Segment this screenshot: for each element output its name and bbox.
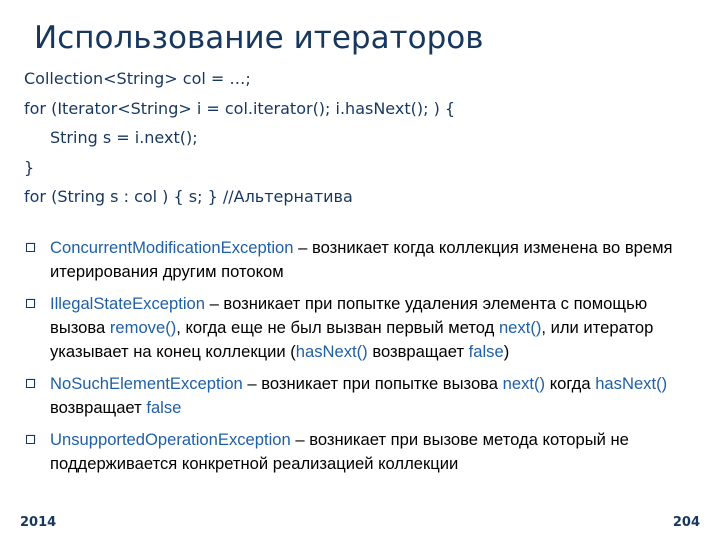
description-text: – возникает при вызове метода который не поддерживается конкретной реализацией коллекции (50, 430, 629, 473)
description-text: – возникает при попытке удаления элемента с помощью вызова (50, 294, 648, 337)
page-number: 204 (672, 515, 700, 530)
bullet-square-icon (26, 378, 36, 388)
description-text: возвращает (50, 398, 147, 417)
slide-title: Использование итераторов (34, 20, 484, 56)
keyword-text: remove() (109, 318, 177, 337)
bullet-item (26, 236, 696, 284)
keyword-text: next() (498, 318, 542, 337)
code-line: Collection<String> col = …; (24, 69, 251, 88)
keyword-text: next() (502, 374, 546, 393)
bullet-item (26, 292, 696, 364)
footer-year: 2014 (20, 515, 57, 530)
keyword-text: IllegalStateException (50, 294, 205, 313)
keyword-text: UnsupportedOperationException (50, 430, 291, 449)
description-text: возвращает (367, 342, 469, 361)
bullet-square-icon (26, 298, 36, 308)
exception-list (26, 236, 696, 484)
keyword-text: hasNext() (295, 342, 368, 361)
description-text: , когда еще не был вызван первый метод (176, 318, 499, 337)
bullet-square-icon (26, 242, 36, 252)
keyword-text: hasNext() (595, 374, 668, 393)
bullet-item (26, 428, 696, 476)
description-text: , или итератор указывает на конец коллекции ( (50, 318, 654, 361)
description-text: когда (545, 374, 596, 393)
code-line: for (String s : col ) { s; } //Альтернатива (24, 187, 353, 206)
bullet-item (26, 372, 696, 420)
code-block (24, 64, 455, 212)
bullet-square-icon (26, 434, 36, 444)
description-text: ) (503, 342, 510, 361)
keyword-text: NoSuchElementException (50, 374, 243, 393)
code-line: String s = i.next(); (50, 128, 198, 147)
keyword-text: ConcurrentModificationException (50, 238, 294, 257)
code-line: for (Iterator<String> i = col.iterator(); i.hasNext(); ) { (24, 98, 456, 118)
code-line: } (24, 157, 35, 177)
keyword-text: false (468, 342, 504, 361)
keyword-text: false (146, 398, 182, 417)
description-text: – возникает при попытке вызова (242, 374, 503, 393)
description-text: – возникает когда коллекция изменена во время итерирования другим потоком (50, 238, 673, 281)
